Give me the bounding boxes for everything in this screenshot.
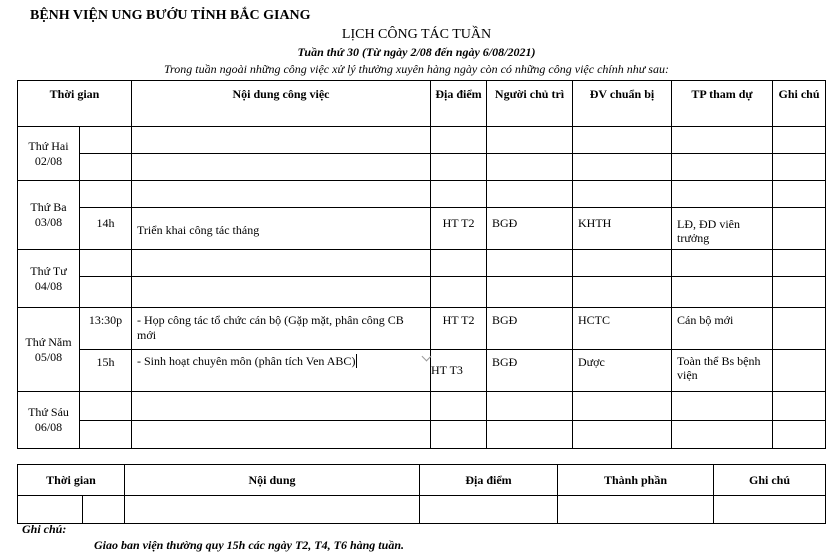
tuesday-attendees: LĐ, ĐD viên trưởng — [672, 208, 773, 250]
summary-col-participants: Thành phần — [558, 465, 714, 496]
day-date: 03/08 — [34, 215, 63, 229]
tuesday-time: 14h — [80, 208, 132, 250]
tuesday-content: Triển khai công tác tháng — [132, 208, 431, 250]
col-header-notes: Ghi chú — [773, 81, 826, 127]
day-cell-wednesday — [18, 250, 80, 308]
summary-col-content: Nội dung — [125, 465, 420, 496]
text-cursor — [356, 354, 357, 368]
day-date: 06/08 — [34, 420, 63, 434]
tuesday-chair: BGĐ — [487, 208, 573, 250]
day-name: Thứ Năm — [25, 334, 72, 349]
table-row — [18, 208, 826, 250]
notes-label: Ghi chú: — [22, 522, 67, 536]
thursday-attendees-1: Cán bộ mới — [672, 308, 773, 350]
summary-table — [17, 464, 826, 524]
table-row — [18, 308, 826, 350]
table-row — [18, 421, 826, 449]
col-header-attendees: TP tham dự — [672, 81, 773, 127]
col-header-chair: Người chủ trì — [487, 81, 573, 127]
thursday-location-2: HT T3 — [431, 350, 487, 392]
table-row — [18, 127, 826, 154]
thursday-time-2: 15h — [80, 350, 132, 392]
day-cell-tuesday — [18, 181, 80, 250]
hospital-name: BỆNH VIỆN UNG BƯỚU TỈNH BẮC GIANG — [30, 8, 311, 23]
day-date: 02/08 — [34, 153, 63, 168]
day-cell-monday — [18, 127, 80, 181]
summary-header-row — [18, 465, 826, 496]
summary-col-location: Địa điểm — [420, 465, 558, 496]
table-row — [18, 496, 826, 524]
day-name: Thứ Sáu — [28, 405, 69, 419]
thursday-chair-1: BGĐ — [487, 308, 573, 350]
day-name: Thứ Ba — [30, 200, 67, 214]
thursday-content-1: - Họp công tác tổ chức cán bộ (Gặp mặt, phân công CB mới — [132, 308, 431, 350]
thursday-attendees-2: Toàn thể Bs bệnh viện — [672, 350, 773, 392]
thursday-time-1: 13:30p — [80, 308, 132, 350]
thursday-location-1: HT T2 — [431, 308, 487, 350]
thursday-content-2-text: - Sinh hoạt chuyên môn (phân tích Ven ABC) — [137, 354, 356, 368]
table-row — [18, 181, 826, 208]
thursday-prep-2: Dược — [573, 350, 672, 392]
summary-col-time: Thời gian — [18, 465, 125, 496]
day-date: 04/08 — [34, 278, 63, 293]
table-row — [18, 392, 826, 421]
col-header-prep: ĐV chuẩn bị — [573, 81, 672, 127]
intro-text: Trong tuần ngoài những công việc xử lý thường xuyên hàng ngày còn có những công việc chính như sau: — [164, 62, 669, 76]
table-row — [18, 250, 826, 277]
col-header-content: Nội dung công việc — [132, 81, 431, 127]
thursday-content-2 — [132, 350, 431, 392]
thursday-prep-1: HCTC — [573, 308, 672, 350]
day-name: Thứ Tư — [30, 263, 67, 278]
summary-col-notes: Ghi chú — [714, 465, 826, 496]
tuesday-prep: KHTH — [573, 208, 672, 250]
weekly-schedule-table — [17, 80, 826, 449]
notes-text: Giao ban viện thường quy 15h các ngày T2, T4, T6 hàng tuần. — [94, 538, 404, 552]
day-date: 05/08 — [34, 349, 63, 364]
day-name: Thứ Hai — [28, 138, 69, 153]
thursday-chair-2: BGĐ — [487, 350, 573, 392]
table-row — [18, 277, 826, 308]
day-cell-thursday — [18, 308, 80, 392]
tuesday-location: HT T2 — [431, 208, 487, 250]
day-cell-friday — [18, 392, 80, 449]
schedule-header-row — [18, 81, 826, 127]
table-row — [18, 154, 826, 181]
col-header-time: Thời gian — [18, 81, 132, 127]
col-header-location: Địa điểm — [431, 81, 487, 127]
document-title: LỊCH CÔNG TÁC TUẦN — [341, 27, 492, 42]
week-subtitle: Tuần thứ 30 (Từ ngày 2/08 đến ngày 6/08/2021) — [297, 45, 536, 59]
